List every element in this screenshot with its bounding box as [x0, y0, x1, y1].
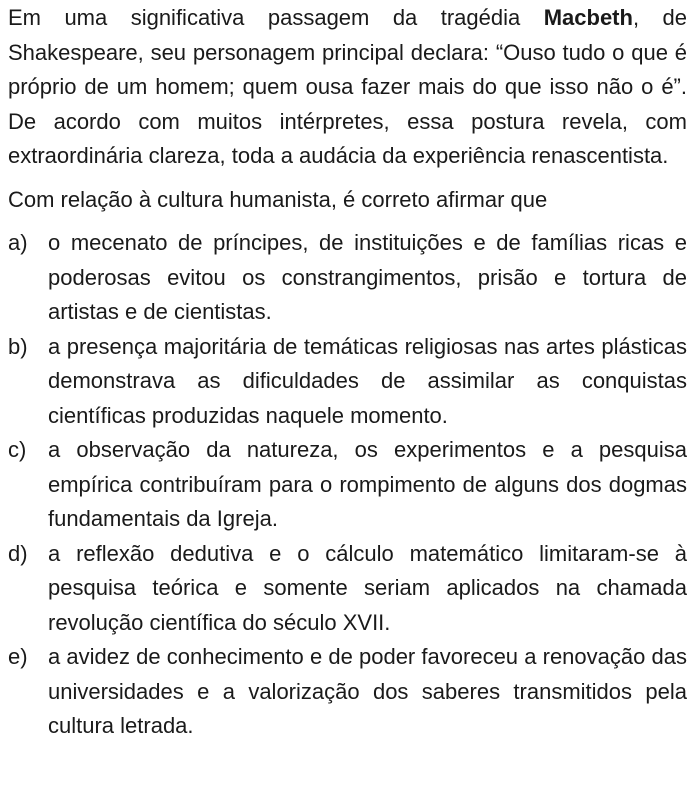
- option-letter: c): [8, 437, 27, 462]
- passage-paragraph: [8, 1, 687, 174]
- option-text: a observação da natureza, os experimentos e a pesquisa empírica contribuíram para o rompimento de alguns dos dogmas fundamentais da Igreja.: [48, 437, 687, 531]
- option-text: a presença majoritária de temáticas religiosas nas artes plásticas demonstrava as dificuldades de assimilar as conquistas científicas produzidas naquele momento.: [48, 333, 687, 428]
- answer-option-e[interactable]: [8, 640, 687, 744]
- option-letter: e): [8, 644, 28, 669]
- option-letter: b): [8, 333, 28, 359]
- answer-option-d[interactable]: [8, 537, 687, 641]
- question-stem: Com relação à cultura humanista, é correto afirmar que: [8, 186, 548, 212]
- answer-option-a[interactable]: [8, 226, 687, 330]
- option-text: a reflexão dedutiva e o cálculo matemático limitaram-se à pesquisa teórica e somente seriam aplicados na chamada revolução científica do século XVII.: [48, 540, 687, 635]
- option-text: a avidez de conhecimento e de poder favoreceu a renovação das universidades e a valorização dos saberes transmitidos pela cultura letrada.: [48, 644, 687, 738]
- option-letter: a): [8, 230, 28, 255]
- passage-text-after: , de Shakespeare, seu personagem principal declara: “Ouso tudo o que é próprio de um homem; quem ousa fazer mais do que isso não o é”. De acordo com muitos intérpretes, essa postura revela, com extraordinária clareza, toda a audácia da experiência renascentista.: [8, 5, 687, 168]
- answer-option-c[interactable]: [8, 433, 687, 537]
- passage-text-before: Em uma significativa passagem da tragédia: [8, 5, 544, 30]
- option-letter: d): [8, 540, 28, 566]
- answer-options-list: [8, 226, 687, 744]
- answer-option-b[interactable]: [8, 330, 687, 434]
- passage-title-bold: Macbeth: [543, 5, 633, 30]
- option-text: o mecenato de príncipes, de instituições e de famílias ricas e poderosas evitou os constrangimentos, prisão e tortura de artistas e de cientistas.: [48, 230, 687, 324]
